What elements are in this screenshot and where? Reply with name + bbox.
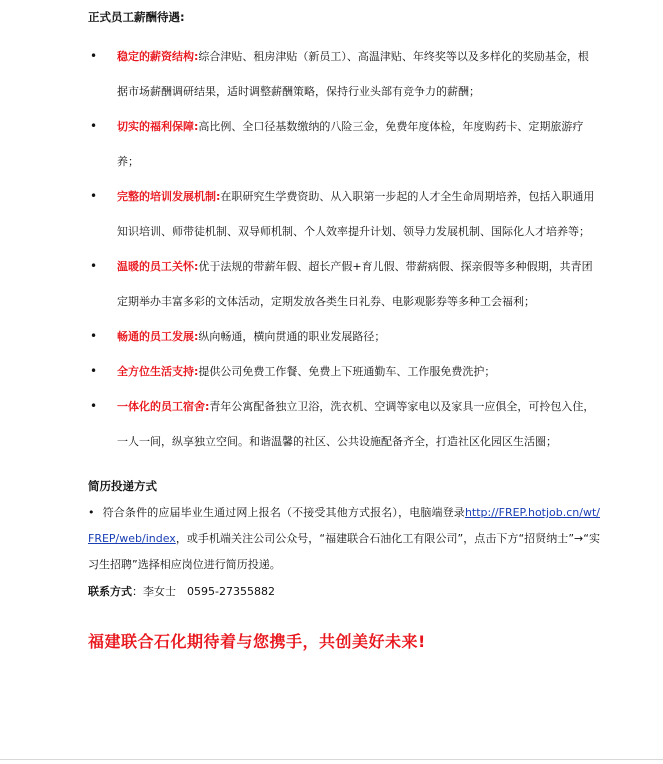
benefit-title: 畅通的员工发展: bbox=[117, 330, 199, 343]
bullet-icon: • bbox=[90, 189, 98, 203]
resume-text-after: ，或手机端关注公司公众号，“福建联合石油化工有限公司”，点击下方“招贤纳士”→“实习生招聘”选择相应岗位进行简历投递。 bbox=[88, 532, 600, 571]
bullet-icon: • bbox=[90, 259, 98, 273]
benefit-title: 完整的培训发展机制: bbox=[117, 190, 221, 203]
contact-label: 联系方式 bbox=[88, 585, 132, 598]
benefit-item bbox=[90, 354, 599, 389]
bottom-divider bbox=[0, 759, 663, 760]
benefit-text: 在职研究生学费资助、从入职第一步起的人才全生命周期培养，包括入职通用知识培训、师带徒机制、双导师机制、个人效率提升计划、领导力发展机制、国际化人才培养等； bbox=[117, 190, 595, 238]
benefit-title: 稳定的薪资结构: bbox=[117, 50, 199, 63]
benefit-item bbox=[90, 249, 599, 319]
closing-slogan: 福建联合石化期待着与您携手，共创美好未来! bbox=[88, 632, 426, 651]
resume-instructions bbox=[88, 500, 600, 578]
benefit-text: 优于法规的带薪年假、超长产假+育儿假、带薪病假、探亲假等多种假期，共青团定期举办丰富多彩的文体活动，定期发放各类生日礼券、电影观影券等多种工会福利； bbox=[117, 260, 593, 308]
benefit-title: 温暖的员工关怀: bbox=[117, 260, 199, 273]
benefit-title: 切实的福利保障: bbox=[117, 120, 199, 133]
bullet-icon: • bbox=[90, 49, 98, 63]
bullet-icon: • bbox=[90, 119, 98, 133]
benefits-heading: 正式员工薪酬待遇: bbox=[88, 10, 185, 24]
contact-value: ：李女士 0595-27355882 bbox=[132, 585, 275, 598]
benefit-text: 青年公寓配备独立卫浴，洗衣机、空调等家电以及家具一应俱全，可拎包入住，一人一间，纵享独立空间。和谐温馨的社区、公共设施配备齐全，打造社区化园区生活圈； bbox=[117, 400, 595, 448]
benefit-item bbox=[90, 319, 599, 354]
benefit-title: 全方位生活支持: bbox=[117, 365, 199, 378]
bullet-icon: • bbox=[88, 506, 95, 519]
bullet-icon: • bbox=[90, 329, 98, 343]
benefit-item bbox=[90, 39, 599, 109]
benefit-item bbox=[90, 109, 599, 179]
bullet-icon: • bbox=[90, 364, 98, 378]
bullet-icon: • bbox=[90, 399, 98, 413]
benefit-text: 高比例、全口径基数缴纳的八险三金，免费年度体检，年度购药卡、定期旅游疗养； bbox=[117, 120, 584, 168]
contact-info bbox=[88, 580, 663, 604]
application-link[interactable]: http://FREP.hotjob.cn/wt/FREP/web/index bbox=[88, 506, 600, 545]
benefit-text: 纵向畅通，横向贯通的职业发展路径； bbox=[198, 330, 386, 343]
benefit-text: 综合津贴、租房津贴（新员工）、高温津贴、年终奖等以及多样化的奖励基金，根据市场薪酬调研结果，适时调整薪酬策略，保持行业头部有竞争力的薪酬； bbox=[117, 50, 589, 98]
benefit-text: 提供公司免费工作餐、免费上下班通勤车、工作服免费洗护； bbox=[198, 365, 496, 378]
benefit-item bbox=[90, 179, 599, 249]
benefit-title: 一体化的员工宿舍: bbox=[117, 400, 210, 413]
benefits-list bbox=[0, 39, 663, 459]
resume-heading: 简历投递方式 bbox=[88, 479, 157, 493]
benefit-item bbox=[90, 389, 599, 459]
resume-text-before: 符合条件的应届毕业生通过网上报名（不接受其他方式报名），电脑端登录 bbox=[102, 506, 465, 519]
